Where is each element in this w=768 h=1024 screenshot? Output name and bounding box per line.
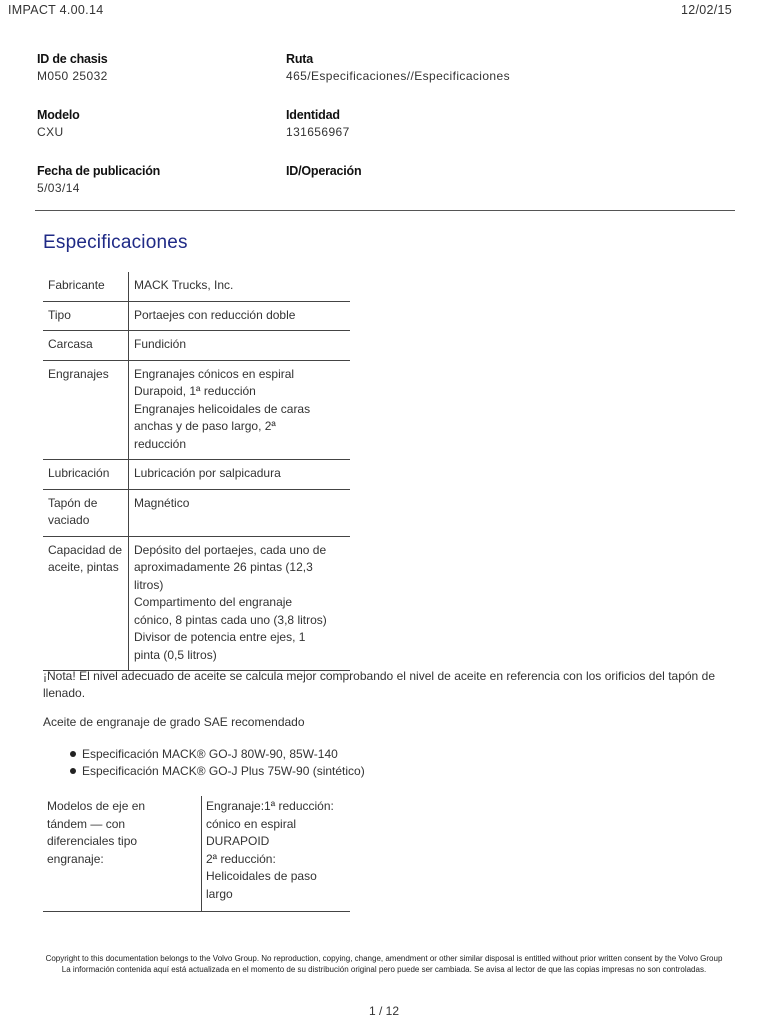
- spec-value: [129, 272, 351, 301]
- meta-value: M050 25032: [37, 69, 108, 83]
- meta-value: 131656967: [286, 125, 350, 139]
- spec-value-line: aproximadamente 26 pintas (12,3: [134, 560, 313, 574]
- tandem-value-line: 2ª reducción:: [206, 851, 276, 866]
- meta-label: Identidad: [286, 108, 340, 122]
- spec-value-line: Depósito del portaejes, cada uno de: [134, 542, 327, 557]
- spec-value-line: Portaejes con reducción doble: [134, 307, 296, 322]
- meta-publication-date: [37, 164, 277, 195]
- update-notice: La información contenida aquí está actualizada en el momento de su distribución original pero puede ser cambiada. Se avisa al lector de que las copias impresas no son controladas.: [61, 964, 707, 974]
- spec-value-line: litros): [134, 577, 164, 592]
- spec-value-line: cónico, 8 pintas cada uno (3,8 litros): [134, 612, 327, 627]
- meta-identity: [286, 108, 526, 139]
- table-row: [43, 331, 350, 361]
- spec-value: [129, 460, 351, 490]
- tandem-value-line: DURAPOID: [206, 834, 270, 848]
- spec-key: Engranajes: [43, 360, 129, 460]
- copyright-notice: Copyright to this documentation belongs to the Volvo Group. No reproduction, copying, change, amendment or other similar disposal is entitled without prior written consent by the Volvo Group: [45, 954, 723, 963]
- meta-label: Modelo: [37, 108, 80, 122]
- gear-oil-heading: Aceite de engranaje de grado SAE recomendado: [43, 715, 305, 729]
- spec-value-line: pinta (0,5 litros): [134, 647, 217, 662]
- tandem-key: [43, 796, 202, 912]
- tandem-key-line: tándem — con: [47, 816, 126, 831]
- meta-route: [286, 52, 526, 83]
- tandem-key-line: diferenciales tipo: [47, 834, 138, 848]
- tandem-key-line: engranaje:: [47, 851, 104, 866]
- spec-value-line: anchas y de paso largo, 2ª: [134, 419, 276, 433]
- spec-value: [129, 301, 351, 331]
- tandem-axle-table: [43, 796, 350, 912]
- meta-label: ID de chasis: [37, 52, 108, 66]
- table-row: [43, 796, 350, 912]
- page-number: 1 / 12: [368, 1004, 400, 1018]
- spec-key: Capacidad de aceite, pintas: [43, 536, 129, 671]
- spec-key: Tipo: [43, 301, 129, 331]
- spec-value-line: Fundición: [134, 337, 187, 351]
- spec-value-line: Lubricación por salpicadura: [134, 466, 281, 480]
- list-item-text: Especificación MACK® GO-J Plus 75W-90 (sintético): [82, 764, 365, 778]
- print-date: 12/02/15: [680, 3, 732, 17]
- table-row: [43, 360, 350, 460]
- spec-value-line: Engranajes cónicos en espiral: [134, 366, 295, 381]
- gear-oil-list: [70, 746, 365, 780]
- table-row: [43, 301, 350, 331]
- header-divider: [35, 210, 735, 211]
- spec-key: Tapón de vaciado: [43, 489, 129, 536]
- spec-key: Fabricante: [43, 272, 129, 301]
- meta-chassis-id: [37, 52, 277, 83]
- table-row: [43, 489, 350, 536]
- spec-value: [129, 536, 351, 671]
- page-header: [8, 3, 732, 19]
- list-item: [70, 746, 365, 763]
- meta-label: Ruta: [286, 52, 313, 66]
- spec-value-line: Divisor de potencia entre ejes, 1: [134, 630, 306, 644]
- spec-value-line: Durapoid, 1ª reducción: [134, 384, 256, 398]
- meta-label: Fecha de publicación: [37, 164, 161, 178]
- spec-key: Carcasa: [43, 331, 129, 361]
- section-title: Especificaciones: [43, 232, 188, 253]
- spec-value-line: Magnético: [134, 495, 190, 510]
- page-footer: [30, 954, 738, 975]
- list-item-text: Especificación MACK® GO-J 80W-90, 85W-140: [82, 747, 338, 761]
- spec-value-line: reducción: [134, 436, 187, 451]
- meta-value: 465/Especificaciones//Especificaciones: [286, 69, 510, 83]
- tandem-value-line: Engranaje:1ª reducción:: [206, 799, 334, 813]
- meta-value: CXU: [37, 125, 64, 139]
- oil-level-note: ¡Nota! El nivel adecuado de aceite se calcula mejor comprobando el nivel de aceite en referencia con los orificios del tapón de llenado.: [43, 669, 715, 700]
- tandem-value-line: Helicoidales de paso: [206, 869, 317, 883]
- spec-value-line: MACK Trucks, Inc.: [134, 278, 234, 292]
- meta-model: [37, 108, 277, 139]
- meta-value: 5/03/14: [37, 181, 80, 195]
- bullet-icon: [70, 751, 76, 757]
- table-row: [43, 272, 350, 301]
- tandem-value-line: largo: [206, 886, 233, 901]
- spec-value: [129, 331, 351, 361]
- tandem-key-line: Modelos de eje en: [47, 799, 146, 813]
- table-row: [43, 536, 350, 671]
- spec-value-line: Engranajes helicoidales de caras: [134, 401, 311, 416]
- meta-operation-id: [286, 164, 526, 181]
- specifications-table: [43, 272, 350, 671]
- bullet-icon: [70, 768, 76, 774]
- table-row: [43, 460, 350, 490]
- tandem-value: [202, 796, 351, 912]
- meta-label: ID/Operación: [286, 164, 362, 178]
- list-item: [70, 763, 365, 780]
- spec-key: Lubricación: [43, 460, 129, 490]
- app-version: IMPACT 4.00.14: [8, 3, 104, 17]
- spec-value-line: Compartimento del engranaje: [134, 595, 293, 609]
- tandem-value-line: cónico en espiral: [206, 816, 297, 831]
- spec-value: [129, 360, 351, 460]
- spec-value: [129, 489, 351, 536]
